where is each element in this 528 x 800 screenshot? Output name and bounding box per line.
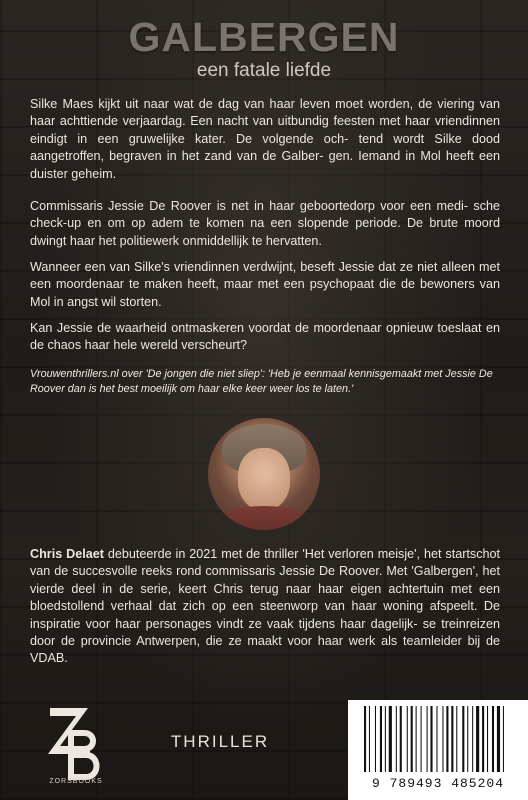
barcode-bar	[446, 706, 448, 772]
barcode-bar	[389, 706, 392, 772]
barcode-bar	[476, 706, 479, 772]
isbn-number: 9 789493 485204	[371, 776, 505, 791]
barcode-bar	[503, 706, 504, 772]
publisher-name: ZORSBOOKS	[49, 778, 103, 785]
barcode-bar	[487, 706, 488, 772]
barcode-bar	[396, 706, 397, 772]
barcode-bar	[407, 706, 408, 772]
barcode-bar	[430, 706, 432, 772]
barcode-bar	[380, 706, 382, 772]
barcode-bar	[436, 706, 437, 772]
barcode-bar	[467, 706, 468, 772]
author-bio-text: debuteerde in 2021 met de thriller 'Het verloren meisje', het startschot van de succesvolle reeks rond commissaris Jessie De Roover. Met 'Galbergen', het vierde deel in de serie, keert Chris terug naar haar eigen achtertuin met een bloedstollend verhaal dat zich op een steenworp van haar woning afspeelt. De inspiratie voor haar personages vindt ze vaak tijdens haar dagelijk- se treinreizen door de provincie Antwerpen, die ze maakt voor haar werk als teamleider bij de VDAB.	[30, 547, 500, 666]
barcode-bar	[400, 706, 402, 772]
barcode-bar	[421, 706, 422, 772]
blurb-paragraph-4: Kan Jessie de waarheid ontmaskeren voordat de moordenaar opnieuw toeslaat en de chaos haar hele wereld verscheurt?	[30, 321, 500, 353]
barcode-bar	[472, 706, 473, 772]
barcode-bar	[462, 706, 464, 772]
barcode-bar	[427, 706, 428, 772]
author-portrait-icon	[208, 418, 320, 530]
genre-label: THRILLER	[170, 732, 270, 751]
barcode-bar	[385, 706, 386, 772]
zb-monogram-icon	[44, 700, 106, 790]
isbn-barcode	[362, 706, 518, 772]
barcode-bar	[416, 706, 417, 772]
barcode-bar	[497, 706, 500, 772]
review-quote: Vrouwenthrillers.nl over 'De jongen die niet sliep': 'Heb je eenmaal kennisgemaakt met Jessie De Roover dan is het best moeilijk om haar elke keer weer los te laten.'	[30, 368, 493, 395]
author-bio	[30, 546, 500, 668]
author-name: Chris Delaet	[30, 547, 104, 561]
portrait-face	[238, 448, 290, 510]
portrait-shirt	[214, 506, 314, 530]
barcode-panel	[348, 700, 528, 800]
barcode-bar	[442, 706, 443, 772]
barcode-bar	[369, 706, 370, 772]
blurb-paragraph-2: Commissaris Jessie De Roover is net in haar geboortedorp voor een medi- sche check-up en om op adem te komen na een slopende periode. De brute moord dwingt haar het politiewerk onmiddellijk te hervatten.	[30, 199, 500, 248]
barcode-bar	[492, 706, 494, 772]
book-title: GALBERGEN	[128, 14, 400, 60]
barcode-bar	[456, 706, 457, 772]
blurb-paragraph-1: Silke Maes kijkt uit naar wat de dag van haar leven moet worden, de viering van haar achttiende verjaardag. Een nacht van uitbundig feesten met haar vriendinnen eindigt in een gruwelijke kater. De volgende och- tend wordt Silke dood aangetroffen, begraven in het zand van de Galber- gen. Iemand in Mol heeft een duister geheim.	[30, 97, 500, 181]
barcode-bar	[364, 706, 366, 772]
book-subtitle: een fatale liefde	[196, 60, 332, 81]
barcode-bar	[482, 706, 484, 772]
barcode-bar	[411, 706, 413, 772]
barcode-bar	[375, 706, 376, 772]
barcode-bar	[451, 706, 453, 772]
blurb-paragraph-3: Wanneer een van Silke's vriendinnen verdwijnt, beseft Jessie dat ze niet alleen met een moordenaar te maken heeft, maar met een psychopaat die de bewoners van Mol in angst wil storten.	[30, 260, 500, 309]
